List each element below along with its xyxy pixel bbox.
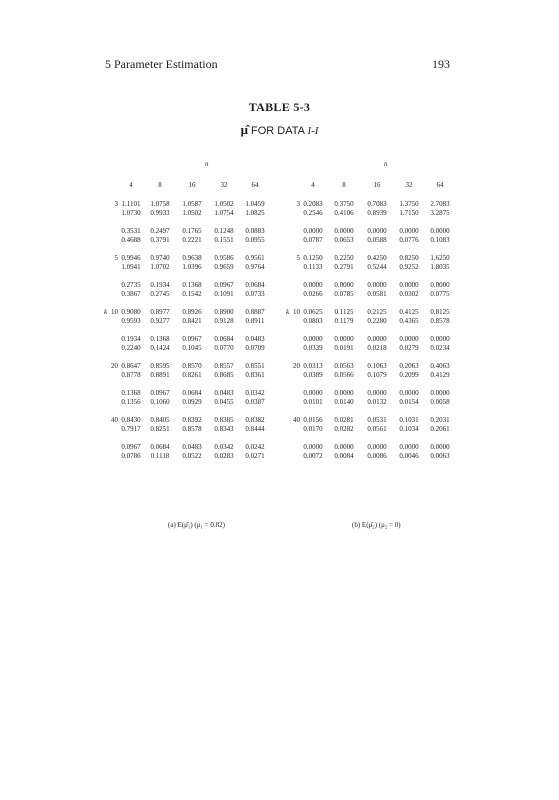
table-cell: 0.2031 [430, 416, 450, 424]
column-variable-label: n [205, 160, 209, 168]
row-k-value: 10 [293, 308, 300, 316]
table-cell: 0.7917 [121, 425, 141, 433]
table-cell: 1.0941 [121, 263, 141, 271]
table-cell: 0.8557 [214, 362, 234, 370]
column-header: 32 [220, 181, 228, 189]
table-cell: 0.2240 [121, 344, 141, 352]
table-cell: 0.8911 [245, 317, 265, 325]
table-cell: 0.0000 [430, 443, 450, 451]
row-k-value: 40 [111, 416, 118, 424]
table-cell: 0.0955 [245, 236, 265, 244]
table-cell: 0.9659 [214, 263, 234, 271]
column-variable-label: n [384, 160, 388, 168]
table-cell: 0.0709 [245, 344, 265, 352]
table-cell: 0.4365 [399, 317, 419, 325]
table-cell: 0.2125 [367, 308, 387, 316]
table-cell: 0.4688 [121, 236, 141, 244]
table-cell: 0.0000 [334, 443, 354, 451]
table-cell: 0.0684 [182, 389, 202, 397]
table-cell: 0.0000 [303, 443, 323, 451]
table-cell: 0.0561 [367, 425, 387, 433]
column-header: 8 [342, 181, 346, 189]
table-cell: 0.0967 [214, 281, 234, 289]
table-cell: 0.0234 [430, 344, 450, 352]
table-cell: 0.1063 [367, 362, 387, 370]
table-cell: 0.5244 [367, 263, 387, 271]
table-cell: 0.9586 [214, 254, 234, 262]
table-cell: 0.0563 [334, 362, 354, 370]
table-cell: 0.0140 [334, 398, 354, 406]
table-cell: 0.0967 [121, 443, 141, 451]
table-cell: 3.2875 [430, 209, 450, 217]
table-cell: 0.0342 [214, 443, 234, 451]
row-k-value: 5 [114, 254, 118, 262]
table-cell: 0.0000 [303, 389, 323, 397]
table-cell: 0.9277 [150, 317, 170, 325]
table-cell: 0.1934 [121, 335, 141, 343]
table-cell: 0.4250 [367, 254, 387, 262]
table-cell: 0.1034 [399, 425, 419, 433]
table-cell: 0.8261 [182, 371, 202, 379]
table-cell: 0.0000 [367, 443, 387, 451]
table-cell: 0.1031 [399, 416, 419, 424]
table-cell: 0.8361 [245, 371, 265, 379]
table-cell: 0.1118 [150, 452, 170, 460]
table-cell: 0.0084 [334, 452, 354, 460]
panel-caption: (b) E(μ̂₂) (μ₂ = 0) [352, 521, 401, 529]
table-cell: 0.0684 [214, 335, 234, 343]
table-cell: 1.3750 [399, 200, 419, 208]
table-cell: 0.3791 [150, 236, 170, 244]
table-cell: 0.1179 [334, 317, 354, 325]
table-cell: 0.0653 [334, 236, 354, 244]
table-cell: 0.9128 [214, 317, 234, 325]
table-cell: 0.0132 [367, 398, 387, 406]
table-cell: 0.0313 [303, 362, 323, 370]
table-cell: 0.8595 [150, 362, 170, 370]
table-cell: 0.1060 [150, 398, 170, 406]
table-cell: 0.0389 [303, 371, 323, 379]
table-cell: 1.0459 [245, 200, 265, 208]
table-cell: 0.0883 [245, 227, 265, 235]
column-header: 4 [311, 181, 315, 189]
table-cell: 0.1934 [150, 281, 170, 289]
table-cell: 0.1542 [182, 290, 202, 298]
table-cell: 1.0587 [182, 200, 202, 208]
table-cell: 0.8778 [121, 371, 141, 379]
table-cell: 0.1125 [334, 308, 354, 316]
table-cell: 0.9593 [121, 317, 141, 325]
table-cell: 1.0502 [182, 209, 202, 217]
table-cell: 0.0058 [430, 398, 450, 406]
table-cell: 0.0271 [245, 452, 265, 460]
table-cell: 0.8900 [214, 308, 234, 316]
table-cell: 0.0000 [334, 389, 354, 397]
table-cell: 0.0000 [430, 335, 450, 343]
table-cell: 0.9933 [150, 209, 170, 217]
table-cell: 0.0785 [334, 290, 354, 298]
table-cell: 0.0000 [430, 389, 450, 397]
table-cell: 0.0000 [399, 389, 419, 397]
table-cell: 0.8392 [182, 416, 202, 424]
table-cell: 1.0502 [214, 200, 234, 208]
table-cell: 0.2061 [430, 425, 450, 433]
table-cell: 0.4125 [399, 308, 419, 316]
table-cell: 0.8926 [182, 308, 202, 316]
table-cell: 0.0483 [182, 443, 202, 451]
table-cell: 0.9252 [399, 263, 419, 271]
table-cell: 0.0625 [303, 308, 323, 316]
table-cell: 0.4129 [430, 371, 450, 379]
table-cell: 0.9740 [150, 254, 170, 262]
table-cell: 0.0072 [303, 452, 323, 460]
column-header: 16 [188, 181, 196, 189]
column-header: 64 [251, 181, 259, 189]
table-cell: 0.0154 [399, 398, 419, 406]
row-k-value: 3 [114, 200, 118, 208]
table-cell: 0.1368 [182, 281, 202, 289]
table-cell: 0.0733 [245, 290, 265, 298]
row-k-value: 3 [296, 200, 300, 208]
table-cell: 1.0754 [214, 209, 234, 217]
table-cell: 0.0342 [245, 389, 265, 397]
table-cell: 0.2280 [367, 317, 387, 325]
table-cell: 0.0000 [367, 227, 387, 235]
table-cell: 0.0218 [367, 344, 387, 352]
table-cell: 0.8405 [150, 416, 170, 424]
table-cell: 0.3531 [121, 227, 141, 235]
table-cell: 0.0684 [150, 443, 170, 451]
row-k-value: 40 [293, 416, 300, 424]
table-cell: 0.0266 [303, 290, 323, 298]
table-cell: 0.0000 [367, 335, 387, 343]
column-header: 16 [373, 181, 381, 189]
table-cell: 0.8551 [245, 362, 265, 370]
table-cell: 1.0702 [150, 263, 170, 271]
table-cell: 0.9561 [245, 254, 265, 262]
table-cell: 0.9080 [121, 308, 141, 316]
table-cell: 0.0929 [182, 398, 202, 406]
table-cell: 0.1765 [182, 227, 202, 235]
table-cell: 0.8125 [430, 308, 450, 316]
table-cell: 0.2546 [303, 209, 323, 217]
table-cell: 0.0483 [245, 335, 265, 343]
table-cell: 0.8891 [150, 371, 170, 379]
table-cell: 0.1368 [150, 335, 170, 343]
table-cell: 0.2083 [303, 200, 323, 208]
table-cell: 0.1045 [182, 344, 202, 352]
table-subtitle [0, 122, 559, 138]
table-cell: 0.4106 [334, 209, 354, 217]
table-cell: 0.8430 [121, 416, 141, 424]
table-cell: 0.0282 [334, 425, 354, 433]
mu-hat-symbol: μ̂ [240, 122, 248, 137]
table-cell: 0.0566 [334, 371, 354, 379]
table-cell: 0.9946 [121, 254, 141, 262]
table-cell: 0.0776 [399, 236, 419, 244]
table-cell: 0.1368 [121, 389, 141, 397]
table-cell: 1.7150 [399, 209, 419, 217]
row-k-value: 10 [111, 308, 118, 316]
table-cell: 0.8939 [367, 209, 387, 217]
table-cell: 0.8250 [399, 254, 419, 262]
table-cell: 0.8977 [150, 308, 170, 316]
table-title: TABLE 5-3 [248, 100, 311, 114]
table-cell: 0.7083 [367, 200, 387, 208]
table-cell: 0.0000 [334, 281, 354, 289]
table-cell: 0.0000 [334, 227, 354, 235]
table-cell: 0.0000 [303, 335, 323, 343]
table-cell: 0.8647 [121, 362, 141, 370]
table-cell: 0.0000 [334, 335, 354, 343]
table-cell: 1.0730 [121, 209, 141, 217]
table-cell: 0.1250 [303, 254, 323, 262]
table-cell: 0.8578 [182, 425, 202, 433]
table-cell: 0.0531 [367, 416, 387, 424]
table-cell: 1.8035 [430, 263, 450, 271]
table-cell: 0.0967 [150, 389, 170, 397]
table-cell: 0.0483 [214, 389, 234, 397]
table-cell: 0.0191 [334, 344, 354, 352]
table-cell: 0.1133 [303, 263, 323, 271]
table-cell: 0.0170 [303, 425, 323, 433]
table-cell: 0.0279 [399, 344, 419, 352]
table-cell: 0.0455 [214, 398, 234, 406]
table-cell: 0.0302 [399, 290, 419, 298]
table-cell: 0.0281 [334, 416, 354, 424]
table-cell: 0.3750 [334, 200, 354, 208]
running-head: 5 Parameter Estimation [105, 57, 218, 71]
table-cell: 0.8382 [245, 416, 265, 424]
table-cell: 0.2791 [334, 263, 354, 271]
table-cell: 0.2497 [150, 227, 170, 235]
table-cell: 0.0000 [367, 281, 387, 289]
table-cell: 0.1356 [121, 398, 141, 406]
table-cell: 0.1551 [214, 236, 234, 244]
table-cell: 0.0967 [182, 335, 202, 343]
table-cell: 0.8444 [245, 425, 265, 433]
table-cell: 0.0000 [303, 227, 323, 235]
table-cell: 0.2745 [150, 290, 170, 298]
row-variable-label: k [286, 308, 290, 316]
subtitle-text: FOR DATA [251, 125, 305, 137]
table-cell: 0.2221 [182, 236, 202, 244]
table-cell: 0.0000 [399, 443, 419, 451]
table-cell: 0.0000 [399, 227, 419, 235]
table-cell: 1.0758 [150, 200, 170, 208]
table-cell: 0.0242 [245, 443, 265, 451]
table-cell: 0.8685 [214, 371, 234, 379]
table-cell: 0.0086 [367, 452, 387, 460]
table-cell: 0.0156 [303, 416, 323, 424]
page-number: 193 [432, 57, 450, 71]
table-cell: 0.0770 [214, 344, 234, 352]
table-cell: 0.8385 [214, 416, 234, 424]
table-cell: 0.0101 [303, 398, 323, 406]
table-cell: 1.6250 [430, 254, 450, 262]
column-header: 32 [405, 181, 413, 189]
table-cell: 0.0063 [430, 452, 450, 460]
table-cell: 2.7083 [430, 200, 450, 208]
table-cell: 0.1248 [214, 227, 234, 235]
row-k-value: 5 [296, 254, 300, 262]
table-cell: 0.0581 [367, 290, 387, 298]
row-k-value: 20 [293, 362, 300, 370]
table-cell: 0.8887 [245, 308, 265, 316]
table-cell: 0.0000 [399, 281, 419, 289]
table-cell: 0.1079 [367, 371, 387, 379]
table-cell: 0.0000 [367, 389, 387, 397]
table-cell: 0.4063 [430, 362, 450, 370]
table-cell: 0.0522 [182, 452, 202, 460]
table-cell: 0.0000 [430, 227, 450, 235]
column-header: 4 [129, 181, 133, 189]
table-cell: 0.2250 [334, 254, 354, 262]
table-cell: 0.1091 [214, 290, 234, 298]
table-cell: 1.1101 [121, 200, 141, 208]
table-cell: 0.0588 [367, 236, 387, 244]
table-cell: 0.0786 [121, 452, 141, 460]
row-variable-label: k [104, 308, 108, 316]
table-cell: 0.8343 [214, 425, 234, 433]
table-cell: 0.0339 [303, 344, 323, 352]
table-cell: 0.0803 [303, 317, 323, 325]
table-cell: 1.0825 [245, 209, 265, 217]
table-cell: 0.3867 [121, 290, 141, 298]
column-header: 8 [158, 181, 162, 189]
table-cell: 0.0000 [303, 281, 323, 289]
table-cell: 0.0387 [245, 398, 265, 406]
table-cell: 0.8578 [430, 317, 450, 325]
table-cell: 0.2735 [121, 281, 141, 289]
table-cell: 0.0283 [214, 452, 234, 460]
table-cell: 0.8251 [150, 425, 170, 433]
table-cell: 0.0787 [303, 236, 323, 244]
table-cell: 0.1424 [150, 344, 170, 352]
table-cell: 0.0046 [399, 452, 419, 460]
column-header: 64 [436, 181, 444, 189]
row-k-value: 20 [111, 362, 118, 370]
subtitle-data-set: I-I [307, 125, 319, 137]
table-cell: 0.1083 [430, 236, 450, 244]
table-cell: 0.8570 [182, 362, 202, 370]
table-cell: 0.0000 [430, 281, 450, 289]
panel-caption: (a) E(μ̂₁) (μ₁ = 0.82) [168, 521, 225, 529]
table-cell: 0.2063 [399, 362, 419, 370]
table-cell: 0.0684 [245, 281, 265, 289]
table-cell: 0.9764 [245, 263, 265, 271]
table-cell: 0.9638 [182, 254, 202, 262]
table-cell: 0.0775 [430, 290, 450, 298]
table-cell: 1.0396 [182, 263, 202, 271]
table-cell: 0.8421 [182, 317, 202, 325]
table-cell: 0.2099 [399, 371, 419, 379]
table-cell: 0.0000 [399, 335, 419, 343]
